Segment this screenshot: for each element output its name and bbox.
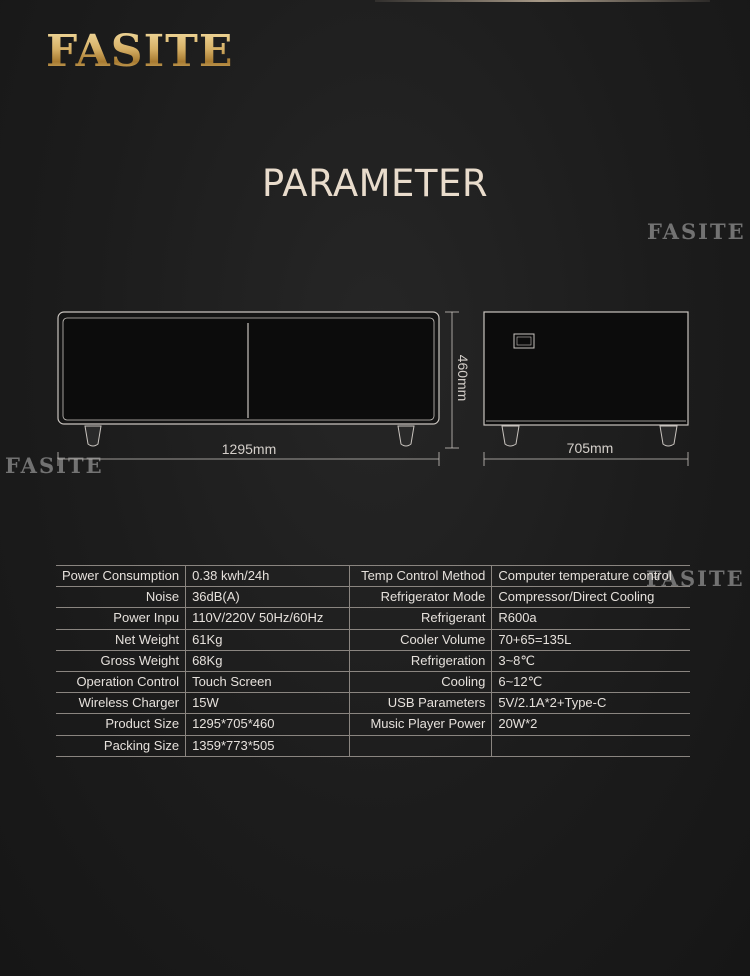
param-label: Cooler Volume	[349, 629, 492, 650]
depth-dimension-label: 705mm	[566, 440, 614, 456]
watermark: FASITE	[646, 566, 745, 591]
brand-logo: FASITE	[46, 26, 234, 77]
param-value: 5V/2.1A*2+Type-C	[492, 693, 690, 714]
table-row	[56, 735, 690, 756]
param-value: R600a	[492, 608, 690, 629]
table-row	[56, 671, 690, 692]
table-row	[56, 714, 690, 735]
param-label	[349, 735, 492, 756]
param-value: 0.38 kwh/24h	[186, 566, 350, 587]
page-title: PARAMETER	[261, 162, 489, 205]
param-value	[492, 735, 690, 756]
param-label: Wireless Charger	[56, 693, 186, 714]
watermark: FASITE	[647, 219, 746, 244]
param-label: Power Consumption	[56, 566, 186, 587]
watermark: FASITE	[5, 453, 104, 478]
table-row	[56, 608, 690, 629]
param-label: Temp Control Method	[349, 566, 492, 587]
param-label: Refrigerant	[349, 608, 492, 629]
param-label: Refrigeration	[349, 650, 492, 671]
param-label: Net Weight	[56, 629, 186, 650]
parameter-table	[56, 565, 690, 757]
param-value: 1359*773*505	[186, 735, 350, 756]
width-dimension-label: 1295mm	[221, 441, 277, 457]
param-label: USB Parameters	[349, 693, 492, 714]
param-label: Power Inpu	[56, 608, 186, 629]
param-label: Gross Weight	[56, 650, 186, 671]
param-value: 61Kg	[186, 629, 350, 650]
param-value: Compressor/Direct Cooling	[492, 587, 690, 608]
table-row	[56, 587, 690, 608]
param-label: Cooling	[349, 671, 492, 692]
height-dimension-label: 460mm	[455, 354, 471, 402]
param-label: Packing Size	[56, 735, 186, 756]
param-value: 110V/220V 50Hz/60Hz	[186, 608, 350, 629]
param-value: 20W*2	[492, 714, 690, 735]
param-value: 6~12℃	[492, 671, 690, 692]
param-value: Computer temperature control	[492, 566, 690, 587]
top-accent-line	[375, 0, 710, 2]
table-row	[56, 629, 690, 650]
param-value: 68Kg	[186, 650, 350, 671]
param-value: Touch Screen	[186, 671, 350, 692]
param-label: Music Player Power	[349, 714, 492, 735]
param-value: 3~8℃	[492, 650, 690, 671]
param-value: 36dB(A)	[186, 587, 350, 608]
param-value: 70+65=135L	[492, 629, 690, 650]
product-dimension-drawing	[0, 300, 750, 475]
table-row	[56, 650, 690, 671]
param-value: 15W	[186, 693, 350, 714]
param-label: Operation Control	[56, 671, 186, 692]
param-label: Refrigerator Mode	[349, 587, 492, 608]
table-row	[56, 566, 690, 587]
param-value: 1295*705*460	[186, 714, 350, 735]
table-row	[56, 693, 690, 714]
param-label: Noise	[56, 587, 186, 608]
param-label: Product Size	[56, 714, 186, 735]
